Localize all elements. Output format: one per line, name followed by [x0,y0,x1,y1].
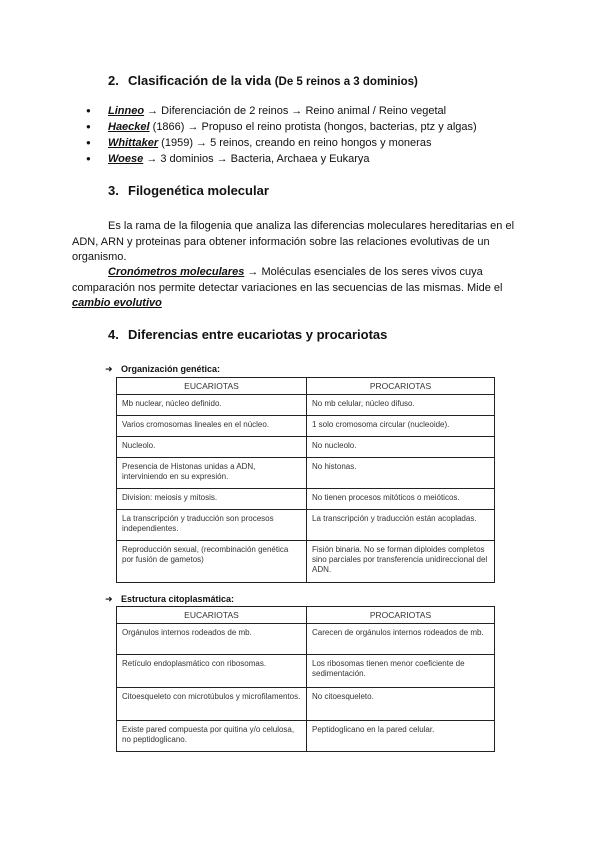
section-3-heading [108,183,269,198]
table-row [117,688,495,721]
paragraph-cronometros [72,265,522,312]
section-2-subtitle: (De 5 reinos a 3 dominios) [274,76,418,88]
table-cell: Carecen de orgánulos internos rodeados de mb. [307,624,495,655]
table-cell: No citoesqueleto. [307,688,495,721]
table-cell: Presencia de Histonas unidas a ADN, interviniendo en su expresión. [117,458,307,489]
table-row [117,510,495,541]
section-2-title: Clasificación de la vida [128,73,272,88]
section-4-title: Diferencias entre eucariotas y procariotas [128,327,388,342]
table-cytoplasmic-structure [116,606,495,752]
list-item-term: Woese [108,153,144,165]
table-row [117,655,495,688]
table-header-cell: PROCARIOTAS [307,607,495,624]
section-4-number: 4. [108,327,119,342]
table-cell: Retículo endoplasmático con ribosomas. [117,655,307,688]
table-cell: No nucleolo. [307,437,495,458]
table-cell: Nucleolo. [117,437,307,458]
table-1-title [105,364,220,375]
table-header-cell: EUCARIOTAS [117,607,307,624]
table-cell: Mb nuclear, núcleo definido. [117,395,307,416]
table-2-title [105,594,234,605]
list-item-term: Haeckel [108,121,150,133]
table-cell: No histonas. [307,458,495,489]
paragraph-filogenia: Es la rama de la filogenia que analiza las diferencias moleculares hereditarias en el ADN, ARN y proteinas para obtener información sobre las relaciones evolutivas de un organismo. [72,220,515,264]
list-item [86,135,477,151]
section-2-heading [108,73,418,88]
table-genetic-organization [116,377,495,583]
table-cell: No tienen procesos mitóticos o meióticos. [307,489,495,510]
cambio-evolutivo-term: cambio evolutivo [72,297,162,310]
table-row [117,489,495,510]
table-cell: Los ribosomas tienen menor coeficiente de sedimentación. [307,655,495,688]
table-row [117,541,495,583]
table-1-title-text: Organización genética: [121,364,221,374]
table-header-cell: EUCARIOTAS [117,378,307,395]
list-item-text: (1959) → 5 reinos, creando en reino hongos y moneras [158,137,432,149]
table-cell: Division: meiosis y mitosis. [117,489,307,510]
table-cell: Existe pared compuesta por quitina y/o celulosa, no peptidoglicano. [117,721,307,752]
cronometros-text: → Moléculas esenciales de los seres vivos cuya comparación nos permite detectar variaciones en las secuencias de las mismas. Mide el [72,266,503,294]
section-3-number: 3. [108,183,119,198]
section-4-heading [108,327,387,342]
table-row [117,458,495,489]
cronometros-term: Cronómetros moleculares [108,266,245,278]
table-row [117,624,495,655]
table-header-row [117,378,495,395]
table-cell: La transcripción y traducción están acopladas. [307,510,495,541]
list-item-term: Whittaker [108,137,159,149]
table-cell: No mb celular, núcleo difuso. [307,395,495,416]
table-cell: Orgánulos internos rodeados de mb. [117,624,307,655]
table-row [117,416,495,437]
table-row [117,437,495,458]
section-2-number: 2. [108,73,119,88]
list-item-term: Linneo [108,105,145,117]
kingdoms-list [86,103,477,167]
list-item-text: → Diferenciación de 2 reinos → Reino animal / Reino vegetal [144,105,447,117]
list-item [86,103,477,119]
table-cell: Reproducción sexual, (recombinación genética por fusión de gametos) [117,541,307,583]
table-header-cell: PROCARIOTAS [307,378,495,395]
table-cell: Fisión binaria. No se forman diploides completos sino parciales por transferencia unidireccional del ADN. [307,541,495,583]
list-item-text: (1866) → Propuso el reino protista (hongos, bacterias, ptz y algas) [149,121,477,133]
table-cell: Varios cromosomas lineales en el núcleo. [117,416,307,437]
list-item [86,151,477,167]
arrow-icon: ➜ [105,364,113,374]
list-item-text: → 3 dominios → Bacteria, Archaea y Eukarya [143,153,370,165]
list-item [86,119,477,135]
table-row [117,395,495,416]
arrow-icon: ➜ [105,594,113,604]
table-header-row [117,607,495,624]
table-2-title-text: Estructura citoplasmática: [121,594,235,604]
section-3-title: Filogenética molecular [128,183,269,198]
table-cell: Peptidoglicano en la pared celular. [307,721,495,752]
table-cell: La transcripción y traducción son procesos independientes. [117,510,307,541]
table-cell: 1 solo cromosoma circular (nucleoide). [307,416,495,437]
table-cell: Citoesqueleto con microtúbulos y microfilamentos. [117,688,307,721]
table-row [117,721,495,752]
